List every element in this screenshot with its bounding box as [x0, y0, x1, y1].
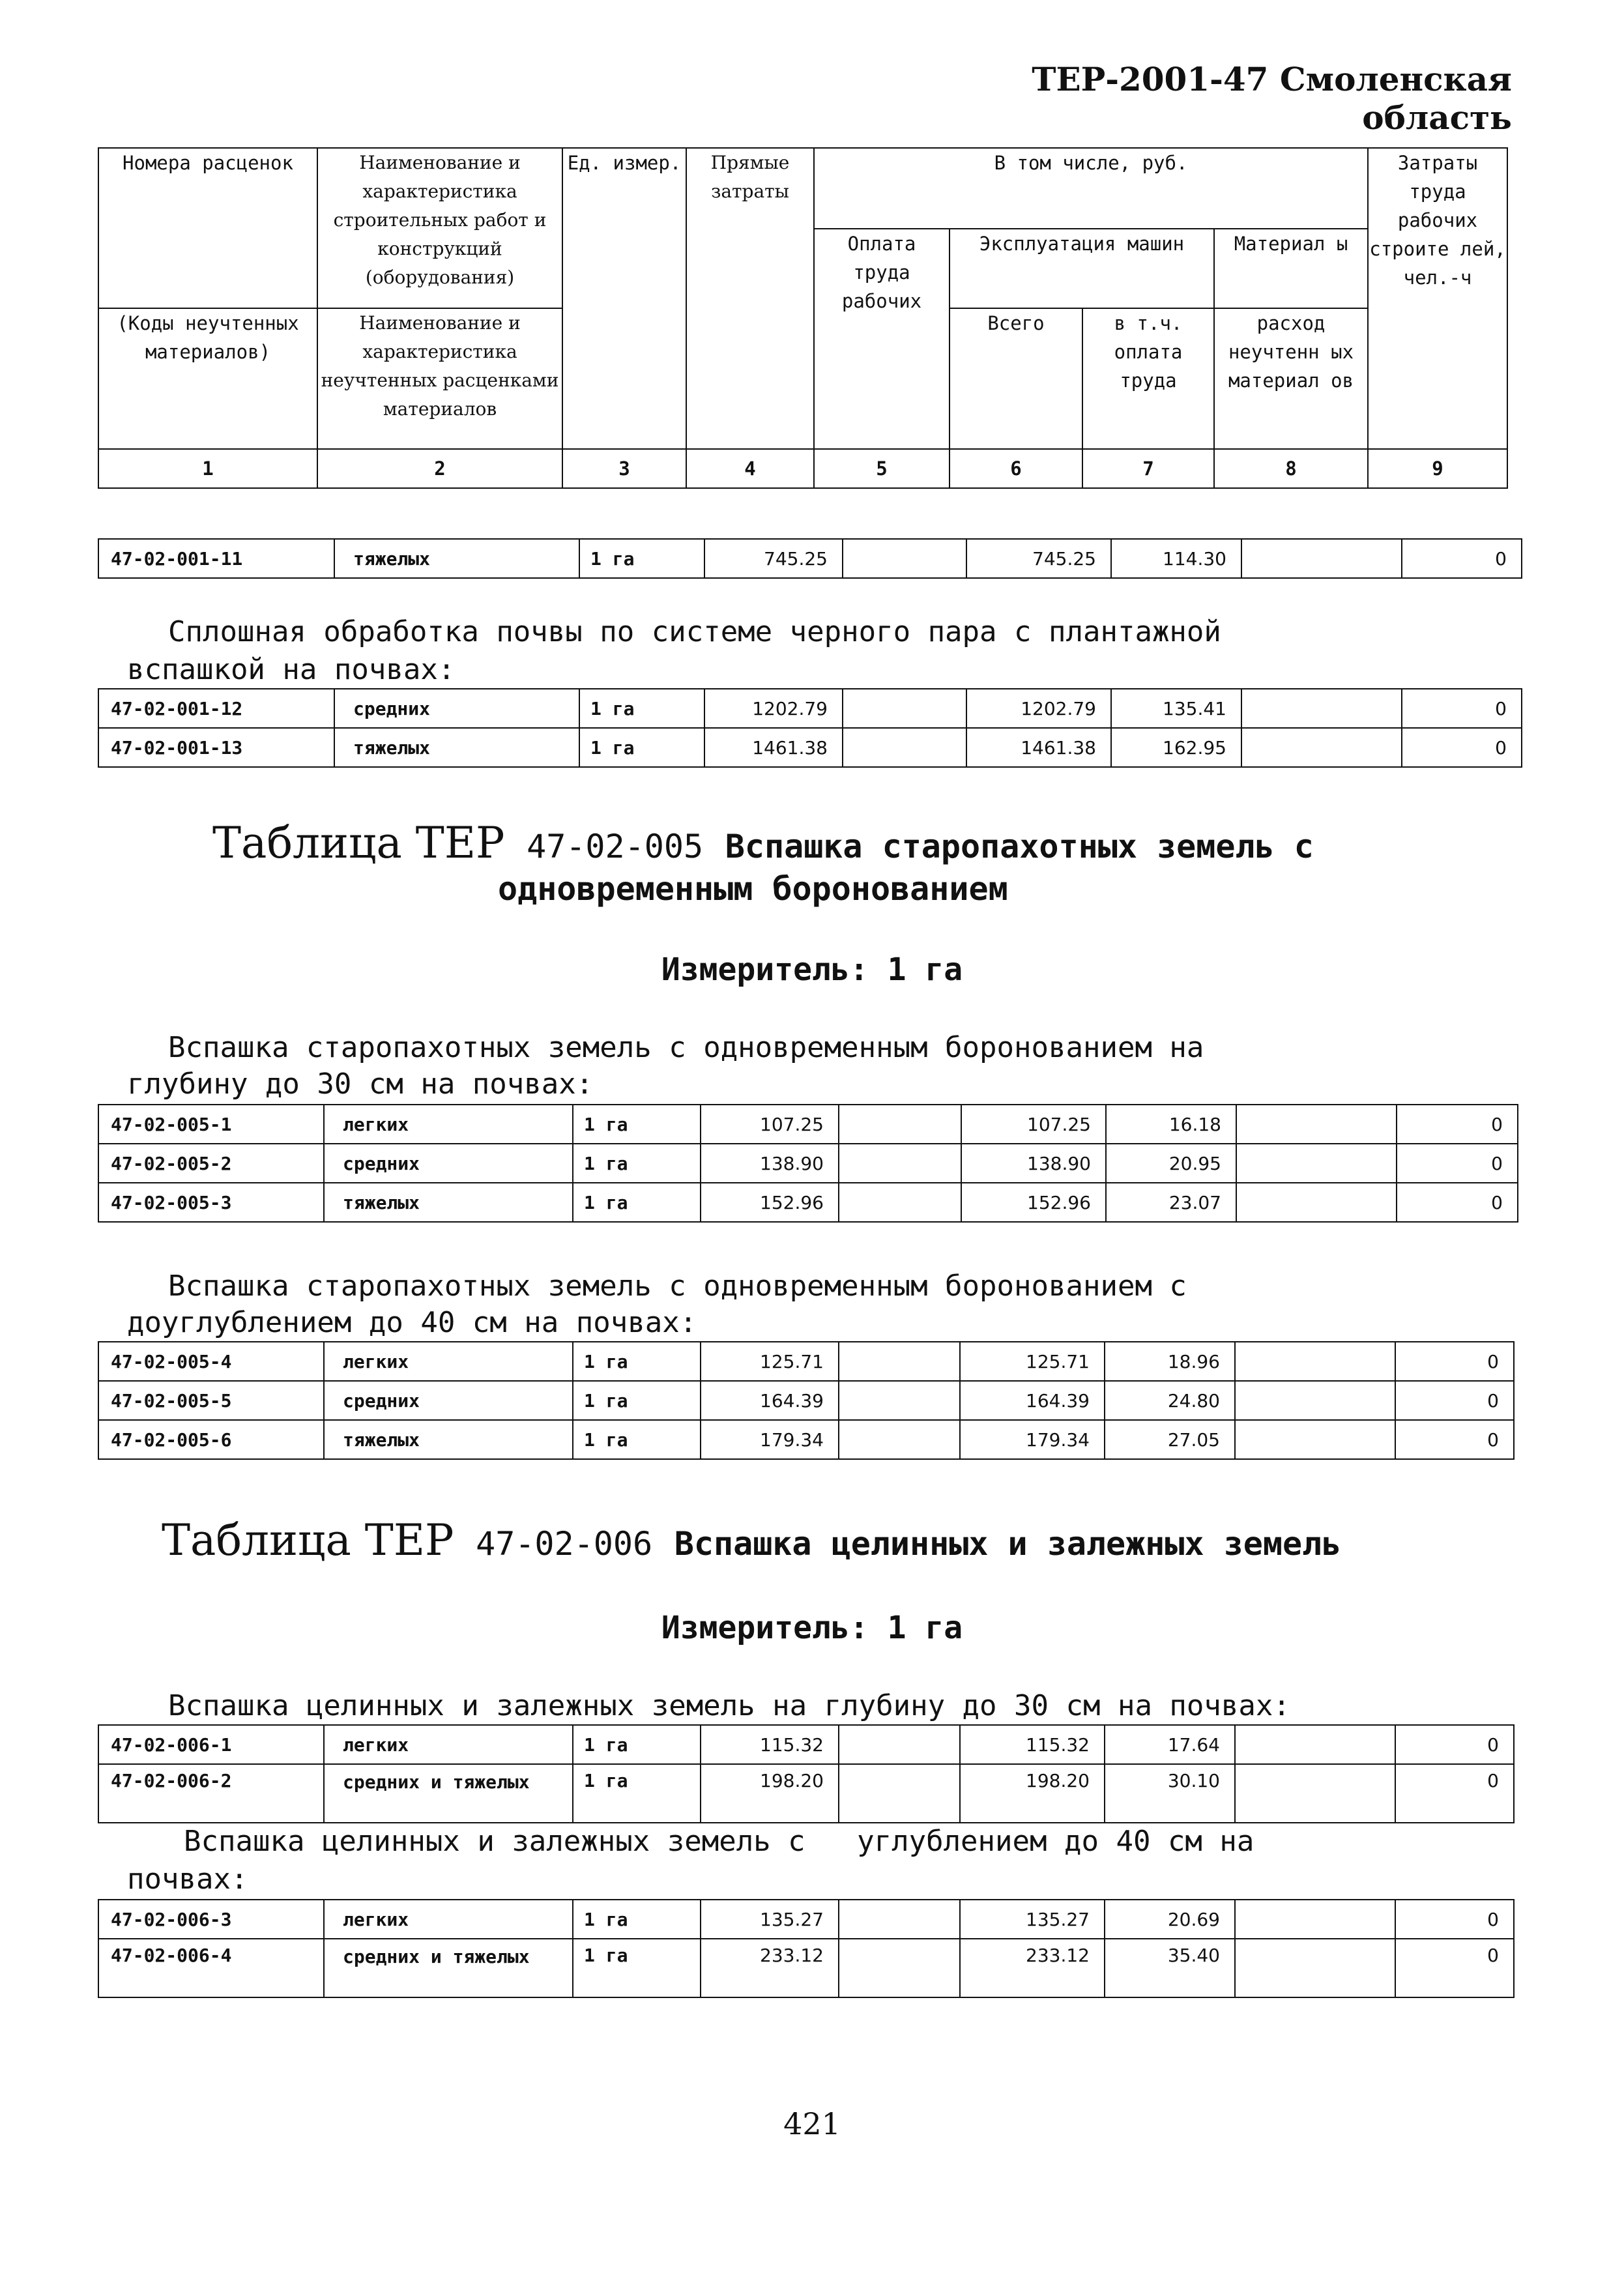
header-exploitation: Эксплуатация машин [950, 229, 1214, 308]
row-code: 47-02-001-11 [98, 539, 334, 578]
row-code: 47-02-006-2 [98, 1764, 324, 1823]
row-materials [1235, 1420, 1395, 1459]
table-row [98, 689, 1522, 728]
row-machine-cost: 1202.79 [966, 689, 1111, 728]
table-row [98, 1900, 1514, 1939]
row-direct-cost: 107.25 [701, 1105, 839, 1144]
row-materials [1236, 1144, 1397, 1183]
row-code: 47-02-001-12 [98, 689, 334, 728]
header-col8-bottom: расход неучтенн ых материал ов [1214, 308, 1368, 449]
row-machine-labor: 16.18 [1106, 1105, 1236, 1144]
row-materials [1235, 1939, 1395, 1997]
section-heading: глубину до 30 см на почвах: [127, 1067, 594, 1101]
row-machine-cost: 152.96 [961, 1183, 1106, 1222]
header-col2-bottom: Наименование и характеристика неучтенных расценками материалов [317, 308, 562, 449]
row-labor-hours: 0 [1402, 728, 1522, 767]
row-machine-cost: 135.27 [960, 1900, 1105, 1939]
row-name: тяжелых [334, 539, 579, 578]
row-labor-hours: 0 [1402, 539, 1522, 578]
row-code: 47-02-005-5 [98, 1381, 324, 1420]
header-col7: в т.ч. оплата труда [1082, 308, 1214, 449]
row-name: легких [324, 1342, 573, 1381]
table-meter: Измеритель: 1 га [661, 951, 963, 988]
table-row [98, 1144, 1518, 1183]
row-materials [1235, 1381, 1395, 1420]
column-number: 3 [562, 449, 686, 488]
row-machine-labor: 17.64 [1105, 1725, 1235, 1764]
header-col1-bottom: (Коды неучтенных материалов) [98, 308, 317, 449]
row-machine-labor: 27.05 [1105, 1420, 1235, 1459]
column-number: 9 [1368, 449, 1507, 488]
section-heading: вспашкой на почвах: [127, 653, 456, 686]
table-title [162, 1517, 1341, 1567]
row-materials [1241, 689, 1402, 728]
header-col9: Затраты труда рабочих строите лей, чел.-ч [1368, 148, 1507, 449]
row-machine-cost: 233.12 [960, 1939, 1105, 1997]
row-code: 47-02-006-4 [98, 1939, 324, 1997]
section-heading: доуглублением до 40 см на почвах: [127, 1306, 697, 1339]
row-direct-cost: 125.71 [701, 1342, 839, 1381]
row-name: тяжелых [334, 728, 579, 767]
row-labor-hours: 0 [1395, 1420, 1514, 1459]
row-direct-cost: 198.20 [701, 1764, 839, 1823]
row-machine-labor: 23.07 [1106, 1183, 1236, 1222]
row-labor-hours: 0 [1395, 1342, 1514, 1381]
row-name: тяжелых [324, 1183, 573, 1222]
table-code: 47-02-005 [527, 828, 704, 865]
row-direct-cost: 135.27 [701, 1900, 839, 1939]
column-number: 4 [686, 449, 814, 488]
table-title-text: Вспашка старопахотных земель с [725, 828, 1314, 865]
row-labor-cost [839, 1764, 960, 1823]
row-materials [1235, 1764, 1395, 1823]
row-machine-labor: 30.10 [1105, 1764, 1235, 1823]
row-name: средних [334, 689, 579, 728]
row-code: 47-02-005-1 [98, 1105, 324, 1144]
table-row [98, 1725, 1514, 1764]
row-machine-labor: 114.30 [1111, 539, 1241, 578]
row-labor-cost [839, 1105, 961, 1144]
table-title-text: одновременным боронованием [498, 870, 1008, 908]
column-number: 7 [1082, 449, 1214, 488]
header-col2-top: Наименование и характеристика строительных работ и конструкций (оборудования) [317, 148, 562, 308]
row-machine-cost: 179.34 [960, 1420, 1105, 1459]
row-machine-cost: 107.25 [961, 1105, 1106, 1144]
row-name: средних [324, 1144, 573, 1183]
row-labor-hours: 0 [1395, 1725, 1514, 1764]
row-unit: 1 га [573, 1900, 701, 1939]
table-row [98, 539, 1522, 578]
section-heading: Сплошная обработка почвы по системе черного пара с плантажной [168, 615, 1221, 648]
row-code: 47-02-005-2 [98, 1144, 324, 1183]
row-direct-cost: 138.90 [701, 1144, 839, 1183]
row-machine-labor: 20.95 [1106, 1144, 1236, 1183]
row-unit: 1 га [579, 728, 704, 767]
table-row [98, 728, 1522, 767]
row-materials [1235, 1725, 1395, 1764]
row-machine-labor: 24.80 [1105, 1381, 1235, 1420]
row-labor-hours: 0 [1397, 1144, 1518, 1183]
row-unit: 1 га [579, 539, 704, 578]
row-name: средних и тяжелых [324, 1939, 573, 1997]
row-unit: 1 га [573, 1381, 701, 1420]
data-table [98, 1724, 1515, 1823]
row-unit: 1 га [573, 1342, 701, 1381]
row-labor-cost [843, 539, 966, 578]
row-machine-labor: 20.69 [1105, 1900, 1235, 1939]
row-materials [1235, 1900, 1395, 1939]
column-number: 1 [98, 449, 317, 488]
row-machine-labor: 35.40 [1105, 1939, 1235, 1997]
row-labor-hours: 0 [1395, 1900, 1514, 1939]
table-row [98, 1342, 1514, 1381]
row-machine-cost: 125.71 [960, 1342, 1105, 1381]
row-machine-cost: 115.32 [960, 1725, 1105, 1764]
row-labor-cost [839, 1342, 960, 1381]
table-row [98, 1939, 1514, 1997]
row-unit: 1 га [579, 689, 704, 728]
row-unit: 1 га [573, 1764, 701, 1823]
data-table [98, 1899, 1515, 1998]
row-labor-cost [839, 1381, 960, 1420]
header-col5: Оплата труда рабочих [814, 229, 950, 449]
row-materials [1241, 539, 1402, 578]
header-col1-top: Номера расценок [98, 148, 317, 308]
header-col8-top: Материал ы [1214, 229, 1368, 308]
row-code: 47-02-005-6 [98, 1420, 324, 1459]
row-labor-hours: 0 [1395, 1381, 1514, 1420]
row-direct-cost: 1461.38 [704, 728, 843, 767]
row-labor-hours: 0 [1395, 1939, 1514, 1997]
row-materials [1236, 1105, 1397, 1144]
row-code: 47-02-005-4 [98, 1342, 324, 1381]
section-heading: Вспашка старопахотных земель с одновременным боронованием на [168, 1031, 1204, 1064]
row-labor-hours: 0 [1395, 1764, 1514, 1823]
row-labor-hours: 0 [1397, 1183, 1518, 1222]
table-meter: Измеритель: 1 га [661, 1610, 963, 1646]
row-code: 47-02-006-3 [98, 1900, 324, 1939]
row-labor-cost [839, 1183, 961, 1222]
row-materials [1236, 1183, 1397, 1222]
header-col6: Всего [950, 308, 1082, 449]
table-prefix: Таблица ТЕР [162, 1515, 454, 1565]
section-heading: Вспашка целинных и залежных земель на глубину до 30 см на почвах: [168, 1689, 1290, 1722]
table-title-text: Вспашка целинных и залежных земель [674, 1525, 1342, 1563]
row-unit: 1 га [573, 1420, 701, 1459]
table-prefix: Таблица ТЕР [212, 818, 505, 868]
section-heading: Вспашка целинных и залежных земель с углублением до 40 см на [184, 1825, 1254, 1858]
table-title [212, 820, 1314, 870]
row-direct-cost: 179.34 [701, 1420, 839, 1459]
section-heading: почвах: [127, 1862, 248, 1896]
row-direct-cost: 152.96 [701, 1183, 839, 1222]
row-unit: 1 га [573, 1144, 701, 1183]
row-direct-cost: 115.32 [701, 1725, 839, 1764]
row-unit: 1 га [573, 1725, 701, 1764]
row-code: 47-02-001-13 [98, 728, 334, 767]
header-col4: Прямые затраты [686, 148, 814, 449]
row-unit: 1 га [573, 1105, 701, 1144]
table-code: 47-02-006 [476, 1525, 653, 1563]
table-row [98, 1420, 1514, 1459]
header-col3: Ед. измер. [562, 148, 686, 449]
row-direct-cost: 745.25 [704, 539, 843, 578]
row-code: 47-02-006-1 [98, 1725, 324, 1764]
row-labor-cost [839, 1725, 960, 1764]
row-labor-cost [839, 1900, 960, 1939]
row-name: средних [324, 1381, 573, 1420]
row-name: легких [324, 1900, 573, 1939]
row-labor-cost [843, 689, 966, 728]
row-labor-cost [839, 1939, 960, 1997]
column-number: 5 [814, 449, 950, 488]
table-row [98, 1381, 1514, 1420]
row-machine-cost: 745.25 [966, 539, 1111, 578]
data-table [98, 1104, 1518, 1223]
row-labor-hours: 0 [1402, 689, 1522, 728]
data-table [98, 1341, 1515, 1460]
row-name: тяжелых [324, 1420, 573, 1459]
column-number: 2 [317, 449, 562, 488]
row-machine-cost: 198.20 [960, 1764, 1105, 1823]
row-machine-cost: 164.39 [960, 1381, 1105, 1420]
row-labor-cost [843, 728, 966, 767]
row-unit: 1 га [573, 1939, 701, 1997]
row-direct-cost: 1202.79 [704, 689, 843, 728]
row-name: средних и тяжелых [324, 1764, 573, 1823]
row-machine-cost: 138.90 [961, 1144, 1106, 1183]
row-direct-cost: 164.39 [701, 1381, 839, 1420]
row-direct-cost: 233.12 [701, 1939, 839, 1997]
row-machine-labor: 162.95 [1111, 728, 1241, 767]
row-machine-cost: 1461.38 [966, 728, 1111, 767]
table-row [98, 1764, 1514, 1823]
column-header-table [98, 147, 1508, 489]
section-heading: Вспашка старопахотных земель с одновременным боронованием с [168, 1269, 1187, 1303]
row-materials [1241, 728, 1402, 767]
row-machine-labor: 135.41 [1111, 689, 1241, 728]
row-materials [1235, 1342, 1395, 1381]
column-number: 6 [950, 449, 1082, 488]
data-table [98, 688, 1522, 768]
table-row [98, 1105, 1518, 1144]
running-header-title: ТЕР-2001-47 Смоленская область [1032, 60, 1512, 137]
row-labor-hours: 0 [1397, 1105, 1518, 1144]
row-labor-cost [839, 1144, 961, 1183]
row-labor-cost [839, 1420, 960, 1459]
row-code: 47-02-005-3 [98, 1183, 324, 1222]
row-unit: 1 га [573, 1183, 701, 1222]
row-name: легких [324, 1725, 573, 1764]
header-including: В том числе, руб. [814, 148, 1368, 229]
row-name: легких [324, 1105, 573, 1144]
row-machine-labor: 18.96 [1105, 1342, 1235, 1381]
table-row [98, 1183, 1518, 1222]
page-number: 421 [783, 2106, 841, 2141]
data-table [98, 538, 1522, 579]
column-number: 8 [1214, 449, 1368, 488]
